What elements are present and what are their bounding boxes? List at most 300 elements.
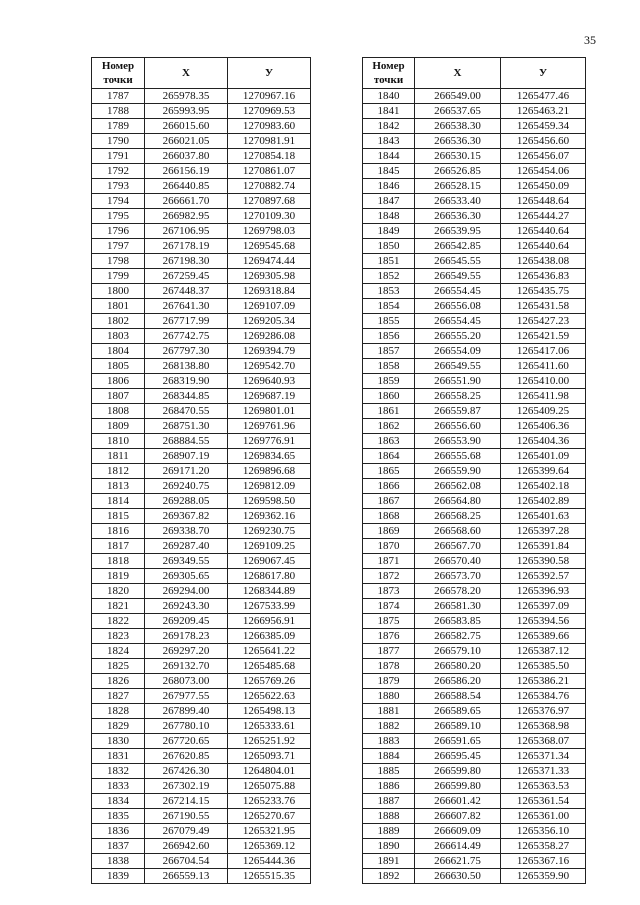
- cell-x: 268907.19: [145, 449, 228, 464]
- cell-y: 1265397.09: [501, 599, 586, 614]
- cell-y: 1265333.61: [228, 719, 311, 734]
- cell-y: 1265359.90: [501, 869, 586, 884]
- cell-point-number: 1803: [92, 329, 145, 344]
- coordinates-table-right: [362, 57, 586, 884]
- cell-y: 1269474.44: [228, 254, 311, 269]
- cell-point-number: 1860: [363, 389, 415, 404]
- cell-x: 266609.09: [415, 824, 501, 839]
- cell-y: 1269761.96: [228, 419, 311, 434]
- table-row: [92, 674, 311, 689]
- cell-y: 1265321.95: [228, 824, 311, 839]
- table-row: [92, 779, 311, 794]
- table-row: [363, 524, 586, 539]
- cell-x: 266558.25: [415, 389, 501, 404]
- cell-y: 1265404.36: [501, 434, 586, 449]
- cell-x: 266579.10: [415, 644, 501, 659]
- cell-point-number: 1845: [363, 164, 415, 179]
- cell-x: 267426.30: [145, 764, 228, 779]
- cell-y: 1265477.46: [501, 89, 586, 104]
- cell-y: 1265411.98: [501, 389, 586, 404]
- cell-point-number: 1838: [92, 854, 145, 869]
- cell-x: 268073.00: [145, 674, 228, 689]
- cell-point-number: 1866: [363, 479, 415, 494]
- cell-point-number: 1824: [92, 644, 145, 659]
- table-row: [363, 824, 586, 839]
- cell-x: 266554.09: [415, 344, 501, 359]
- cell-point-number: 1790: [92, 134, 145, 149]
- cell-point-number: 1802: [92, 314, 145, 329]
- table-row: [363, 614, 586, 629]
- table-row: [363, 554, 586, 569]
- cell-point-number: 1851: [363, 254, 415, 269]
- cell-point-number: 1811: [92, 449, 145, 464]
- cell-point-number: 1889: [363, 824, 415, 839]
- table-row: [363, 779, 586, 794]
- cell-point-number: 1858: [363, 359, 415, 374]
- cell-y: 1265431.58: [501, 299, 586, 314]
- table-row: [363, 479, 586, 494]
- cell-x: 269297.20: [145, 644, 228, 659]
- table-row: [363, 269, 586, 284]
- cell-point-number: 1834: [92, 794, 145, 809]
- table-row: [92, 119, 311, 134]
- table-row: [363, 119, 586, 134]
- cell-point-number: 1867: [363, 494, 415, 509]
- cell-point-number: 1857: [363, 344, 415, 359]
- cell-y: 1265440.64: [501, 239, 586, 254]
- cell-y: 1269598.50: [228, 494, 311, 509]
- cell-point-number: 1797: [92, 239, 145, 254]
- table-row: [363, 599, 586, 614]
- table-row: [92, 149, 311, 164]
- cell-point-number: 1877: [363, 644, 415, 659]
- cell-point-number: 1886: [363, 779, 415, 794]
- table-row: [363, 359, 586, 374]
- table-row: [92, 539, 311, 554]
- cell-y: 1265401.63: [501, 509, 586, 524]
- table-row: [92, 164, 311, 179]
- table-row: [363, 689, 586, 704]
- cell-point-number: 1793: [92, 179, 145, 194]
- table-row: [363, 704, 586, 719]
- header-x: X: [145, 58, 228, 89]
- cell-point-number: 1861: [363, 404, 415, 419]
- cell-point-number: 1820: [92, 584, 145, 599]
- cell-x: 269294.00: [145, 584, 228, 599]
- cell-point-number: 1878: [363, 659, 415, 674]
- cell-x: 269171.20: [145, 464, 228, 479]
- cell-point-number: 1871: [363, 554, 415, 569]
- cell-point-number: 1825: [92, 659, 145, 674]
- cell-x: 266037.80: [145, 149, 228, 164]
- table-row: [92, 329, 311, 344]
- cell-x: 266554.45: [415, 314, 501, 329]
- cell-x: 266601.42: [415, 794, 501, 809]
- table-row: [363, 839, 586, 854]
- cell-y: 1265498.13: [228, 704, 311, 719]
- cell-point-number: 1859: [363, 374, 415, 389]
- cell-point-number: 1841: [363, 104, 415, 119]
- cell-y: 1265406.36: [501, 419, 586, 434]
- table-row: [363, 224, 586, 239]
- table-row: [92, 419, 311, 434]
- cell-y: 1269109.25: [228, 539, 311, 554]
- cell-point-number: 1847: [363, 194, 415, 209]
- table-row: [92, 839, 311, 854]
- cell-point-number: 1848: [363, 209, 415, 224]
- cell-x: 266621.75: [415, 854, 501, 869]
- cell-point-number: 1865: [363, 464, 415, 479]
- cell-y: 1265411.60: [501, 359, 586, 374]
- cell-point-number: 1788: [92, 104, 145, 119]
- cell-y: 1270109.30: [228, 209, 311, 224]
- cell-x: 267302.19: [145, 779, 228, 794]
- cell-y: 1265361.54: [501, 794, 586, 809]
- cell-y: 1265386.21: [501, 674, 586, 689]
- table-row: [363, 749, 586, 764]
- cell-y: 1269812.09: [228, 479, 311, 494]
- cell-x: 269367.82: [145, 509, 228, 524]
- cell-x: 265978.35: [145, 89, 228, 104]
- header-x: X: [415, 58, 501, 89]
- cell-point-number: 1892: [363, 869, 415, 884]
- cell-y: 1265371.33: [501, 764, 586, 779]
- table-row: [363, 419, 586, 434]
- cell-x: 267190.55: [145, 809, 228, 824]
- table-row: [92, 704, 311, 719]
- cell-point-number: 1801: [92, 299, 145, 314]
- cell-x: 266551.90: [415, 374, 501, 389]
- cell-x: 266539.95: [415, 224, 501, 239]
- cell-point-number: 1831: [92, 749, 145, 764]
- cell-x: 266549.55: [415, 269, 501, 284]
- cell-x: 267448.37: [145, 284, 228, 299]
- table-row: [363, 674, 586, 689]
- cell-y: 1265371.34: [501, 749, 586, 764]
- cell-point-number: 1850: [363, 239, 415, 254]
- cell-y: 1265456.07: [501, 149, 586, 164]
- table-row: [92, 104, 311, 119]
- table-row: [92, 374, 311, 389]
- cell-y: 1265394.56: [501, 614, 586, 629]
- table-row: [92, 629, 311, 644]
- cell-x: 267977.55: [145, 689, 228, 704]
- cell-x: 265993.95: [145, 104, 228, 119]
- cell-y: 1269286.08: [228, 329, 311, 344]
- cell-y: 1265396.93: [501, 584, 586, 599]
- table-row: [92, 824, 311, 839]
- cell-x: 267178.19: [145, 239, 228, 254]
- cell-x: 268138.80: [145, 359, 228, 374]
- table-row: [363, 209, 586, 224]
- cell-y: 1270981.91: [228, 134, 311, 149]
- cell-y: 1269394.79: [228, 344, 311, 359]
- cell-point-number: 1872: [363, 569, 415, 584]
- cell-point-number: 1854: [363, 299, 415, 314]
- table-row: [363, 254, 586, 269]
- table-row: [92, 494, 311, 509]
- cell-point-number: 1852: [363, 269, 415, 284]
- cell-y: 1269687.19: [228, 389, 311, 404]
- cell-point-number: 1819: [92, 569, 145, 584]
- cell-point-number: 1830: [92, 734, 145, 749]
- cell-y: 1265402.18: [501, 479, 586, 494]
- cell-y: 1269545.68: [228, 239, 311, 254]
- cell-y: 1265399.64: [501, 464, 586, 479]
- cell-y: 1265368.07: [501, 734, 586, 749]
- cell-y: 1265392.57: [501, 569, 586, 584]
- cell-x: 266591.65: [415, 734, 501, 749]
- table-row: [363, 389, 586, 404]
- cell-y: 1266956.91: [228, 614, 311, 629]
- cell-point-number: 1821: [92, 599, 145, 614]
- cell-point-number: 1876: [363, 629, 415, 644]
- cell-point-number: 1849: [363, 224, 415, 239]
- cell-point-number: 1870: [363, 539, 415, 554]
- table-row: [92, 689, 311, 704]
- cell-point-number: 1795: [92, 209, 145, 224]
- cell-x: 266536.30: [415, 134, 501, 149]
- cell-y: 1270882.74: [228, 179, 311, 194]
- table-row: [92, 269, 311, 284]
- cell-y: 1265450.09: [501, 179, 586, 194]
- cell-x: 266599.80: [415, 779, 501, 794]
- table-row: [92, 344, 311, 359]
- cell-y: 1265769.26: [228, 674, 311, 689]
- cell-point-number: 1787: [92, 89, 145, 104]
- cell-y: 1265376.97: [501, 704, 586, 719]
- table-row: [363, 794, 586, 809]
- table-row: [363, 164, 586, 179]
- cell-y: 1266385.09: [228, 629, 311, 644]
- cell-point-number: 1808: [92, 404, 145, 419]
- table-row: [363, 149, 586, 164]
- table-row: [363, 89, 586, 104]
- cell-x: 266704.54: [145, 854, 228, 869]
- cell-y: 1265368.98: [501, 719, 586, 734]
- cell-x: 266536.30: [415, 209, 501, 224]
- table-row: [92, 749, 311, 764]
- cell-x: 269287.40: [145, 539, 228, 554]
- cell-point-number: 1828: [92, 704, 145, 719]
- cell-x: 266586.20: [415, 674, 501, 689]
- table-row: [363, 134, 586, 149]
- cell-x: 269178.23: [145, 629, 228, 644]
- table-row: [363, 464, 586, 479]
- table-row: [363, 854, 586, 869]
- table-row: [363, 809, 586, 824]
- table-row: [363, 344, 586, 359]
- cell-x: 266589.10: [415, 719, 501, 734]
- cell-point-number: 1826: [92, 674, 145, 689]
- cell-x: 266559.13: [145, 869, 228, 884]
- cell-x: 267899.40: [145, 704, 228, 719]
- cell-y: 1265417.06: [501, 344, 586, 359]
- table-row: [92, 224, 311, 239]
- cell-x: 268470.55: [145, 404, 228, 419]
- cell-point-number: 1807: [92, 389, 145, 404]
- table-row: [92, 314, 311, 329]
- table-row: [92, 794, 311, 809]
- cell-y: 1269640.93: [228, 374, 311, 389]
- table-row: [92, 509, 311, 524]
- cell-point-number: 1798: [92, 254, 145, 269]
- cell-y: 1268617.80: [228, 569, 311, 584]
- cell-y: 1270967.16: [228, 89, 311, 104]
- cell-point-number: 1818: [92, 554, 145, 569]
- cell-point-number: 1842: [363, 119, 415, 134]
- cell-y: 1265440.64: [501, 224, 586, 239]
- cell-x: 266553.90: [415, 434, 501, 449]
- cell-x: 266542.85: [415, 239, 501, 254]
- cell-x: 266537.65: [415, 104, 501, 119]
- table-row: [363, 404, 586, 419]
- cell-x: 266538.30: [415, 119, 501, 134]
- cell-point-number: 1829: [92, 719, 145, 734]
- table-body-right: [363, 89, 586, 884]
- cell-y: 1269362.16: [228, 509, 311, 524]
- table-row: [363, 584, 586, 599]
- cell-x: 267620.85: [145, 749, 228, 764]
- cell-y: 1269230.75: [228, 524, 311, 539]
- cell-y: 1265485.68: [228, 659, 311, 674]
- cell-y: 1265444.27: [501, 209, 586, 224]
- table-row: [363, 284, 586, 299]
- cell-x: 266614.49: [415, 839, 501, 854]
- cell-x: 267214.15: [145, 794, 228, 809]
- cell-point-number: 1839: [92, 869, 145, 884]
- cell-x: 266567.70: [415, 539, 501, 554]
- cell-y: 1265093.71: [228, 749, 311, 764]
- table-row: [92, 644, 311, 659]
- header-point-number: [363, 58, 415, 89]
- cell-y: 1265356.10: [501, 824, 586, 839]
- cell-point-number: 1827: [92, 689, 145, 704]
- table-row: [363, 719, 586, 734]
- cell-x: 266015.60: [145, 119, 228, 134]
- cell-x: 266583.85: [415, 614, 501, 629]
- cell-x: 267079.49: [145, 824, 228, 839]
- table-row: [363, 299, 586, 314]
- cell-y: 1265463.21: [501, 104, 586, 119]
- cell-x: 266549.00: [415, 89, 501, 104]
- cell-point-number: 1835: [92, 809, 145, 824]
- cell-y: 1265641.22: [228, 644, 311, 659]
- cell-x: 266564.80: [415, 494, 501, 509]
- cell-point-number: 1833: [92, 779, 145, 794]
- page-number: 35: [584, 33, 596, 47]
- cell-x: 269240.75: [145, 479, 228, 494]
- table-row: [363, 494, 586, 509]
- cell-x: 267106.95: [145, 224, 228, 239]
- cell-x: 268344.85: [145, 389, 228, 404]
- cell-x: 266580.20: [415, 659, 501, 674]
- cell-point-number: 1806: [92, 374, 145, 389]
- cell-x: 269209.45: [145, 614, 228, 629]
- cell-x: 266554.45: [415, 284, 501, 299]
- cell-point-number: 1883: [363, 734, 415, 749]
- cell-point-number: 1887: [363, 794, 415, 809]
- table-row: [363, 179, 586, 194]
- cell-point-number: 1837: [92, 839, 145, 854]
- cell-x: 266570.40: [415, 554, 501, 569]
- cell-y: 1269305.98: [228, 269, 311, 284]
- cell-y: 1265515.35: [228, 869, 311, 884]
- cell-y: 1269107.09: [228, 299, 311, 314]
- cell-point-number: 1875: [363, 614, 415, 629]
- header-num-line2: точки: [373, 74, 404, 86]
- table-row: [92, 209, 311, 224]
- cell-x: 266549.55: [415, 359, 501, 374]
- cell-y: 1269896.68: [228, 464, 311, 479]
- cell-x: 266440.85: [145, 179, 228, 194]
- cell-y: 1265358.27: [501, 839, 586, 854]
- cell-x: 266533.40: [415, 194, 501, 209]
- cell-point-number: 1840: [363, 89, 415, 104]
- table-row: [92, 239, 311, 254]
- table-row: [92, 809, 311, 824]
- cell-y: 1270983.60: [228, 119, 311, 134]
- cell-point-number: 1885: [363, 764, 415, 779]
- cell-x: 266528.15: [415, 179, 501, 194]
- table-row: [92, 659, 311, 674]
- cell-y: 1265075.88: [228, 779, 311, 794]
- table-row: [363, 869, 586, 884]
- cell-point-number: 1822: [92, 614, 145, 629]
- cell-y: 1265387.12: [501, 644, 586, 659]
- cell-point-number: 1789: [92, 119, 145, 134]
- cell-y: 1270854.18: [228, 149, 311, 164]
- cell-y: 1265459.34: [501, 119, 586, 134]
- cell-x: 269243.30: [145, 599, 228, 614]
- cell-y: 1265233.76: [228, 794, 311, 809]
- cell-y: 1265391.84: [501, 539, 586, 554]
- cell-point-number: 1832: [92, 764, 145, 779]
- cell-x: 266021.05: [145, 134, 228, 149]
- cell-point-number: 1862: [363, 419, 415, 434]
- table-row: [92, 554, 311, 569]
- table-row: [92, 254, 311, 269]
- cell-point-number: 1868: [363, 509, 415, 524]
- cell-point-number: 1884: [363, 749, 415, 764]
- table-row: [363, 374, 586, 389]
- table-row: [363, 539, 586, 554]
- table-header-row: [363, 58, 586, 89]
- table-row: [92, 449, 311, 464]
- cell-y: 1269834.65: [228, 449, 311, 464]
- cell-x: 266555.20: [415, 329, 501, 344]
- cell-y: 1265456.60: [501, 134, 586, 149]
- cell-x: 269349.55: [145, 554, 228, 569]
- cell-point-number: 1816: [92, 524, 145, 539]
- cell-y: 1265367.16: [501, 854, 586, 869]
- cell-y: 1265401.09: [501, 449, 586, 464]
- cell-y: 1265369.12: [228, 839, 311, 854]
- header-num-line1: Номер: [101, 60, 135, 72]
- cell-point-number: 1813: [92, 479, 145, 494]
- cell-y: 1265436.83: [501, 269, 586, 284]
- table-row: [92, 464, 311, 479]
- table-row: [92, 599, 311, 614]
- cell-point-number: 1873: [363, 584, 415, 599]
- table-row: [363, 449, 586, 464]
- table-body-left: [92, 89, 311, 884]
- cell-y: 1265454.06: [501, 164, 586, 179]
- cell-x: 266559.87: [415, 404, 501, 419]
- table-row: [363, 509, 586, 524]
- cell-y: 1265251.92: [228, 734, 311, 749]
- cell-point-number: 1794: [92, 194, 145, 209]
